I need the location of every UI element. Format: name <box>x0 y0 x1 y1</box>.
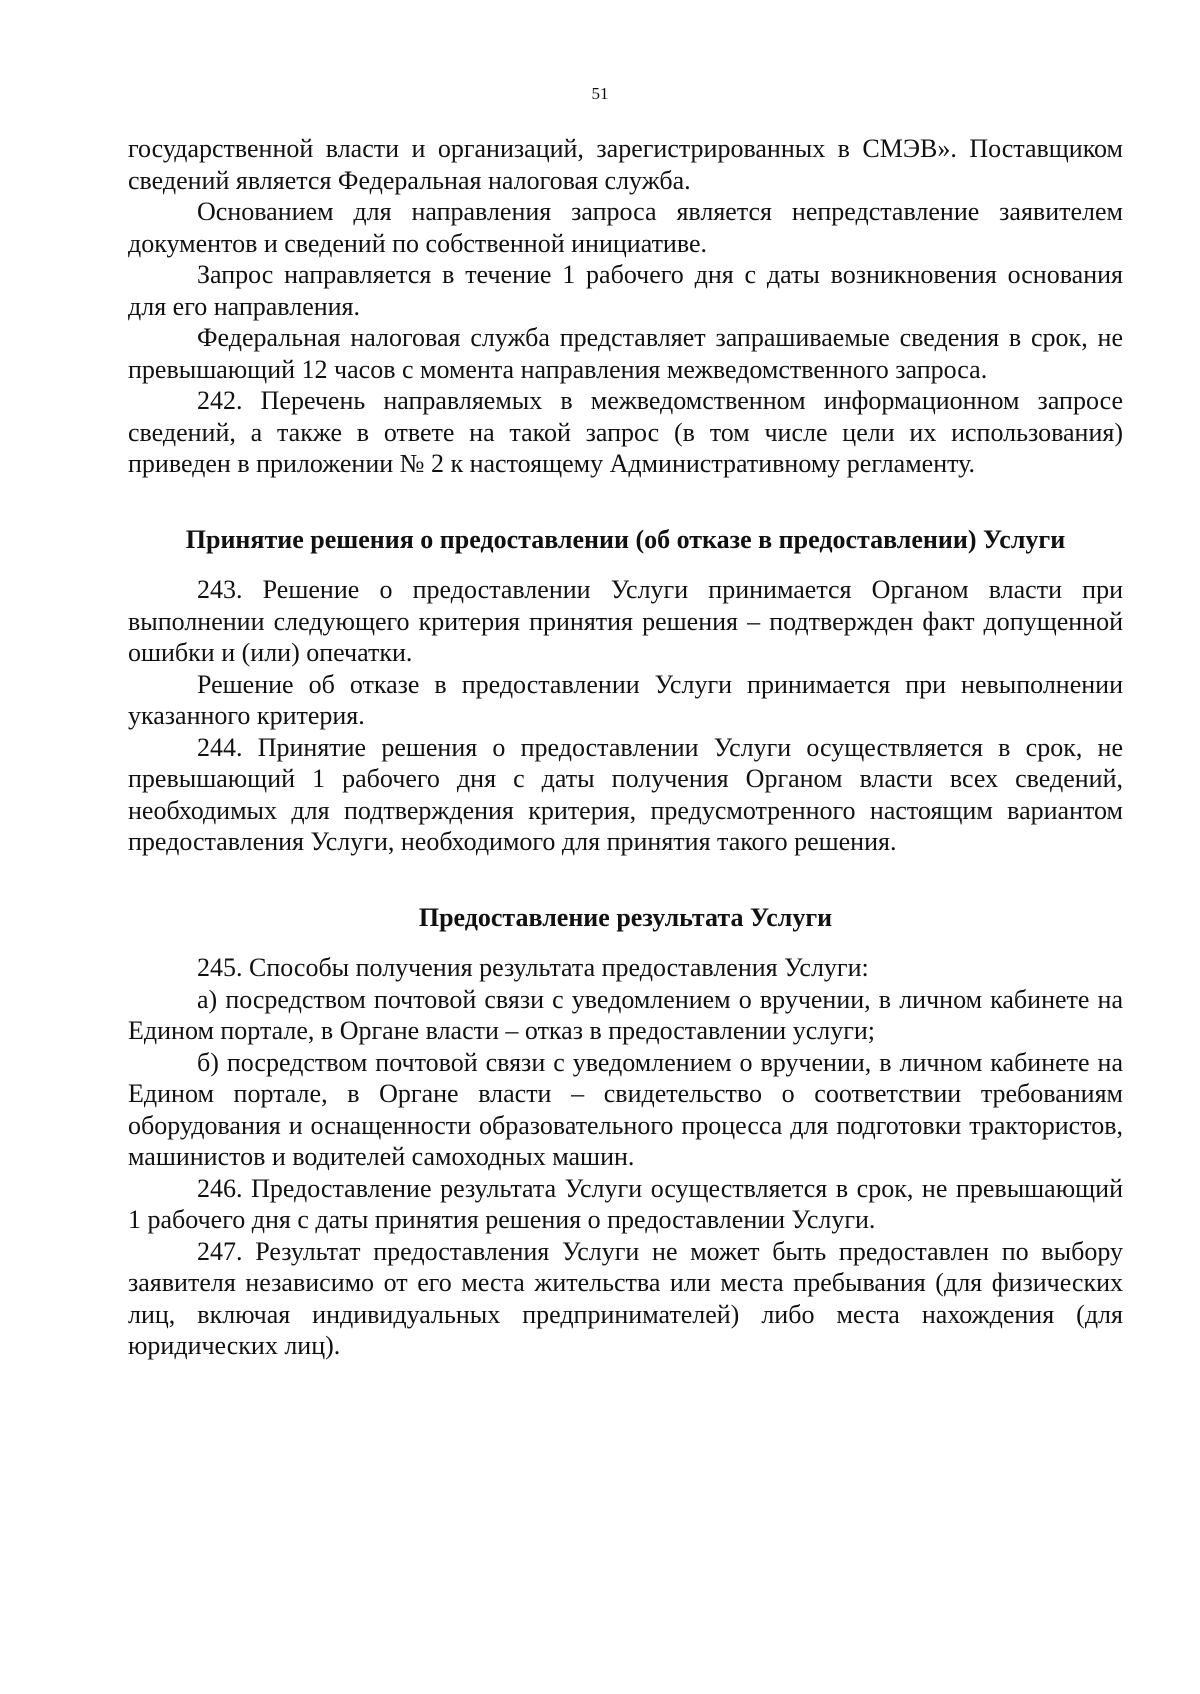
paragraph-request-basis: Основанием для направления запроса является непредставление заявителем документов и сведений по собственной инициативе. <box>128 197 1123 258</box>
paragraph-244: 244. Принятие решения о предоставлении Услуги осуществляется в срок, не превышающий 1 рабочего дня с даты получения Органом власти всех сведений, необходимых для подтверждения критерия, предусмотренного настоящим вариантом предоставления Услуги, необходимого для принятия такого решения. <box>128 732 1123 856</box>
paragraph-246: 246. Предоставление результата Услуги осуществляется в срок, не превышающий 1 рабочего дня с даты принятия решения о предоставлении Услуги. <box>128 1173 1123 1234</box>
spacer <box>128 480 1123 524</box>
paragraph-245-b: б) посредством почтовой связи с уведомлением о вручении, в личном кабинете на Едином портале, в Органе власти – свидетельство о соответствии требованиям оборудования и оснащенности образовательного процесса для подготовки трактористов, машинистов и водителей самоходных машин. <box>128 1047 1123 1171</box>
page-number: 51 <box>591 84 609 103</box>
paragraph-247: 247. Результат предоставления Услуги не может быть предоставлен по выбору заявителя независимо от его места жительства или места пребывания (для физических лиц, включая индивидуальных предпринимателей) либо места нахождения (для юридических лиц). <box>128 1236 1123 1360</box>
paragraph-245-a: а) посредством почтовой связи с уведомлением о вручении, в личном кабинете на Едином портале, в Органе власти – отказ в предоставлении услуги; <box>128 984 1123 1045</box>
paragraph-request-term: Запрос направляется в течение 1 рабочего дня с даты возникновения основания для его направления. <box>128 260 1123 321</box>
paragraph-245: 245. Способы получения результата предоставления Услуги: <box>197 953 869 982</box>
paragraph-243: 243. Решение о предоставлении Услуги принимается Органом власти при выполнении следующего критерия принятия решения – подтвержден факт допущенной ошибки и (или) опечатки. <box>128 575 1123 667</box>
paragraph-refusal-decision: Решение об отказе в предоставлении Услуги принимается при невыполнении указанного критерия. <box>128 669 1123 730</box>
spacer <box>128 555 1123 574</box>
spacer <box>128 933 1123 952</box>
paragraph-continuation: государственной власти и организаций, зарегистрированных в СМЭВ». Поставщиком сведений является Федеральная налоговая служба. <box>128 134 1123 195</box>
section-heading-decision: Принятие решения о предоставлении (об отказе в предоставлении) Услуги <box>185 524 1066 554</box>
paragraph-242: 242. Перечень направляемых в межведомственном информационном запросе сведений, а также в ответе на такой запрос (в том числе цели их использования) приведен в приложении № 2 к настоящему Административному регламенту. <box>128 386 1123 478</box>
spacer <box>128 858 1123 902</box>
section-heading-result: Предоставление результата Услуги <box>418 902 833 932</box>
document-body <box>128 133 1123 1362</box>
paragraph-fns-term: Федеральная налоговая служба представляет запрашиваемые сведения в срок, не превышающий 12 часов с момента направления межведомственного запроса. <box>128 323 1123 384</box>
